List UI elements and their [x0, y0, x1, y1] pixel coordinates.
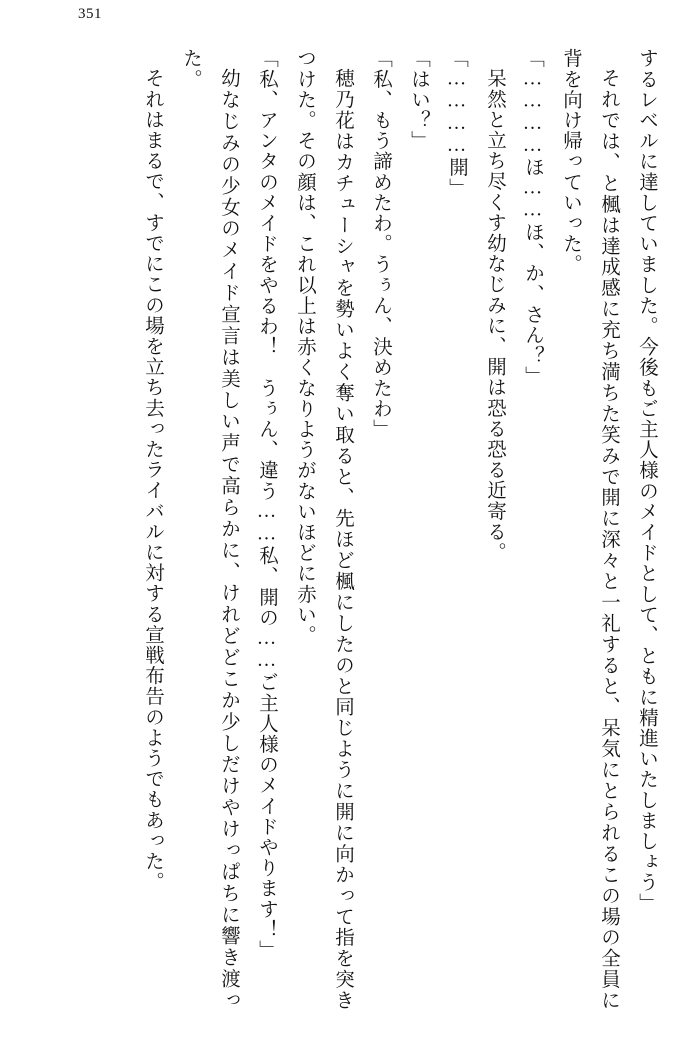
- paragraph: 呆然と立ち尽くす幼なじみに、開は恐る恐る近寄る。: [484, 67, 505, 562]
- paragraph: 「…………開」: [446, 48, 467, 199]
- paragraph: 「私、アンタのメイドをやるわ！ うぅん、違う……私、開の……ご主人様のメイドやります！」: [256, 48, 277, 961]
- paragraph: するレベルに達していました。今後もご主人様のメイドとして、ともに精進いたしましょう」: [636, 48, 657, 914]
- paragraph: 「私、もう諦めたわ。うぅん、決めたわ」: [370, 48, 391, 440]
- paragraph: 「はい？」: [408, 48, 429, 151]
- paragraph: 「…………ほ……ほ、か、さん？」: [522, 48, 543, 387]
- paragraph: 幼なじみの少女のメイド宣言は美しい声で高らかに、けれどどこか少しだけやけっぱちに響き渡った。: [180, 48, 239, 1010]
- paragraph: それでは、と楓は達成感に充ち満ちた笑みで開に深々と一礼すると、呆気にとられるこの場の全員に背を向け帰っていった。: [560, 48, 619, 1010]
- page-text-body: [60, 48, 665, 1010]
- page-number: 351: [78, 6, 102, 22]
- paragraph: 穂乃花はカチューシャを勢いよく奪い取ると、先ほど楓にしたのと同じように開に向かって指を突きつけた。その顔は、これ以上は赤くなりようがないほどに赤い。: [294, 48, 353, 1010]
- paragraph: それはまるで、すでにこの場を立ち去ったライバルに対する宣戦布告のようでもあった。: [142, 67, 163, 892]
